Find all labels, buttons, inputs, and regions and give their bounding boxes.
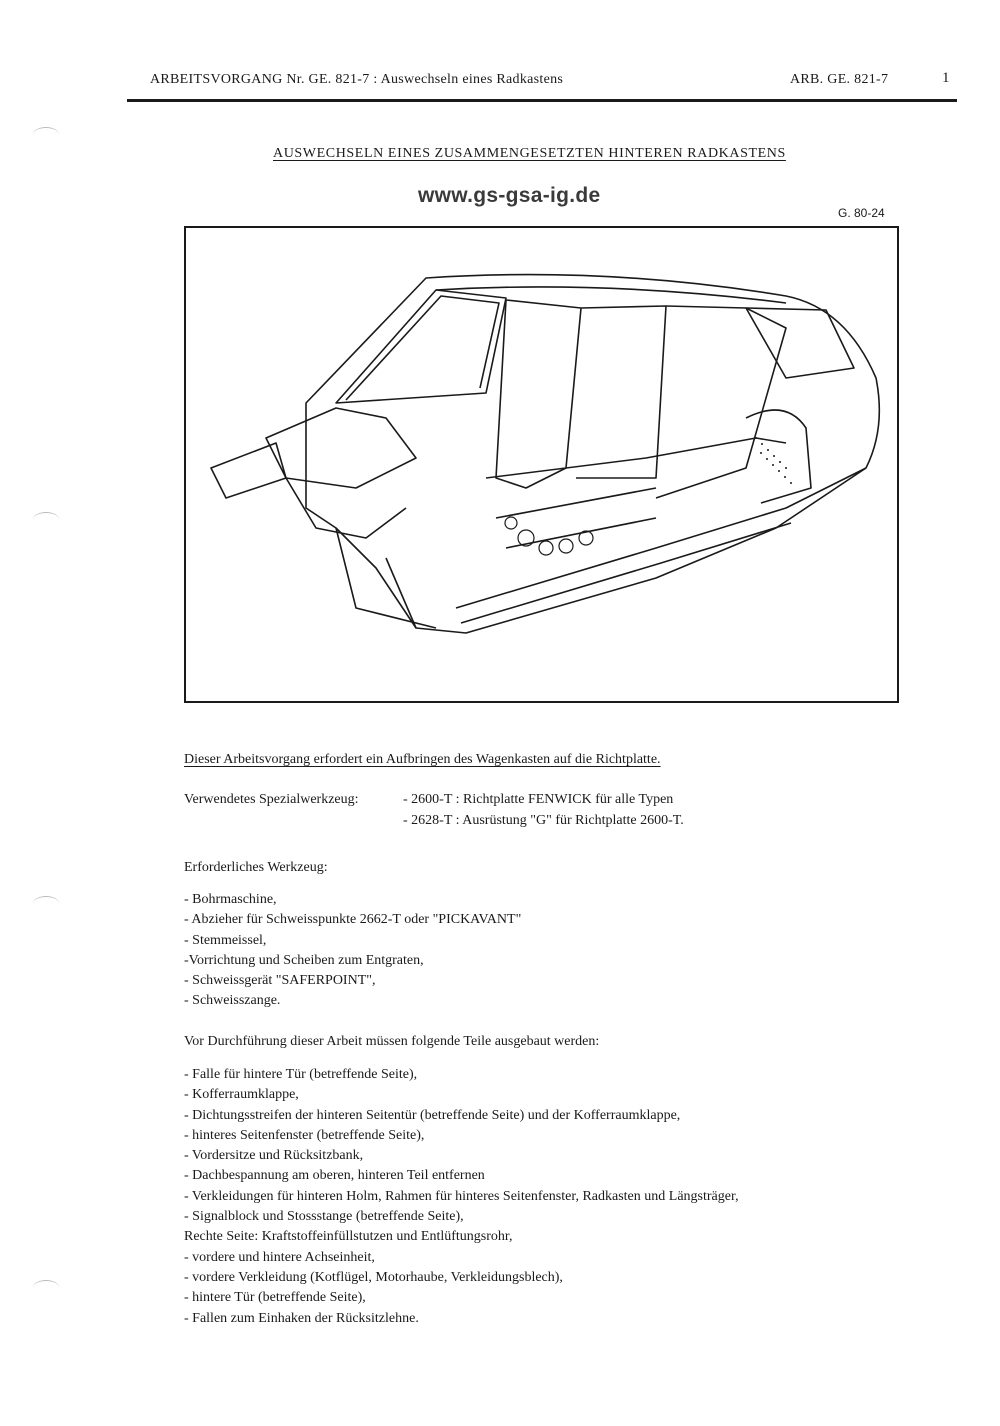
parts-removal-heading: Vor Durchführung dieser Arbeit müssen folgende Teile ausgebaut werden: xyxy=(184,1034,600,1049)
car-body-shell-drawing xyxy=(186,228,897,701)
list-item: - Kofferraumklappe, xyxy=(184,1087,299,1103)
punch-hole-mark xyxy=(33,512,59,527)
punch-hole-mark xyxy=(33,1280,59,1295)
list-item: - Dachbespannung am oberen, hinteren Teil entfernen xyxy=(184,1168,485,1184)
header-operation-title: ARBEITSVORGANG Nr. GE. 821-7 : Auswechseln eines Radkastens xyxy=(150,72,564,87)
list-item: - Abzieher für Schweisspunkte 2662-T oder "PICKAVANT" xyxy=(184,912,522,928)
list-item: - vordere und hintere Achseinheit, xyxy=(184,1249,375,1265)
list-item: - Schweissgerät "SAFERPOINT", xyxy=(184,973,376,989)
special-tools-label: Verwendetes Spezialwerkzeug: xyxy=(184,792,359,807)
list-item: - hintere Tür (betreffende Seite), xyxy=(184,1290,366,1306)
required-tools-heading: Erforderliches Werkzeug: xyxy=(184,860,328,875)
list-item: - Bohrmaschine, xyxy=(184,892,277,907)
header-operation-code: ARB. GE. 821-7 xyxy=(790,72,889,87)
list-item: - Fallen zum Einhaken der Rücksitzlehne. xyxy=(184,1310,419,1326)
parts-removal-list xyxy=(184,1065,739,1329)
list-item: - Signalblock und Stossstange (betreffende Seite), xyxy=(184,1209,464,1225)
page-number: 1 xyxy=(942,70,950,86)
list-item: Rechte Seite: Kraftstoffeinfüllstutzen und Entlüftungsrohr, xyxy=(184,1229,513,1245)
required-tools-list xyxy=(184,890,521,1012)
header-divider xyxy=(127,99,957,102)
list-item: - Vordersitze und Rücksitzbank, xyxy=(184,1148,364,1164)
punch-hole-mark xyxy=(33,896,59,911)
figure-reference: G. 80-24 xyxy=(838,206,885,220)
document-title: AUSWECHSELN EINES ZUSAMMENGESETZTEN HINTEREN RADKASTENS xyxy=(273,146,786,161)
list-item: -Vorrichtung und Scheiben zum Entgraten, xyxy=(184,952,424,968)
list-item: - Verkleidungen für hinteren Holm, Rahmen für hinteres Seitenfenster, Radkasten und Längsträger, xyxy=(184,1188,739,1204)
website-watermark: www.gs-gsa-ig.de xyxy=(418,184,601,207)
car-body-illustration xyxy=(184,226,899,703)
list-item: - Schweisszange. xyxy=(184,993,281,1009)
list-item: - Stemmeissel, xyxy=(184,932,267,948)
intro-requirement-note: Dieser Arbeitsvorgang erfordert ein Aufbringen des Wagenkasten auf die Richtplatte. xyxy=(184,752,661,767)
list-item: - Dichtungsstreifen der hinteren Seitentür (betreffende Seite) und der Kofferraumklappe, xyxy=(184,1107,681,1123)
list-item: - vordere Verkleidung (Kotflügel, Motorhaube, Verkleidungsblech), xyxy=(184,1269,563,1285)
list-item: - Falle für hintere Tür (betreffende Seite), xyxy=(184,1067,418,1082)
list-item: - hinteres Seitenfenster (betreffende Seite), xyxy=(184,1127,425,1143)
special-tool-item: - 2600-T : Richtplatte FENWICK für alle Typen xyxy=(403,792,674,807)
special-tool-item: - 2628-T : Ausrüstung "G" für Richtplatte 2600-T. xyxy=(403,813,684,828)
punch-hole-mark xyxy=(33,127,59,142)
